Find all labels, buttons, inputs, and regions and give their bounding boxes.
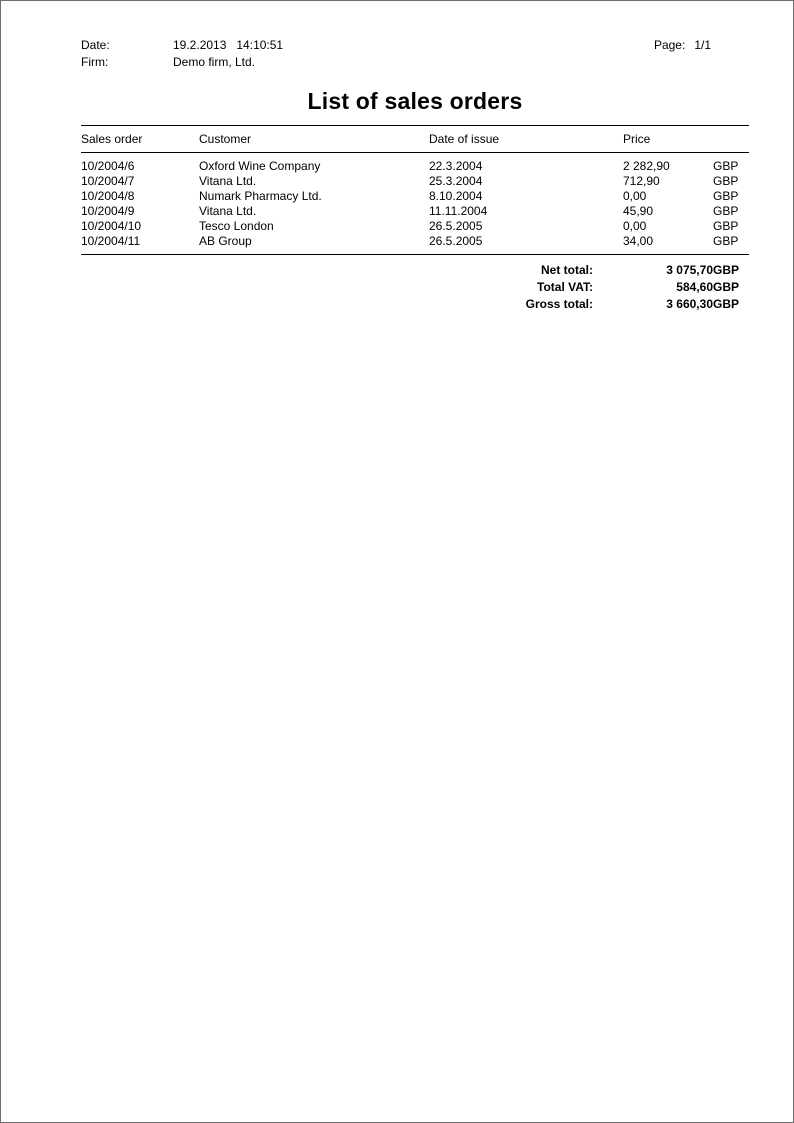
page-label: Page: [653,38,686,52]
total-currency: GBP [713,297,740,311]
cell-sales-order: 10/2004/8 [81,189,135,203]
firm-value: Demo firm, Ltd. [173,55,256,69]
column-header-date-of-issue: Date of issue [429,126,623,153]
table-row [81,219,749,234]
cell-sales-order: 10/2004/9 [81,204,135,218]
table-row [81,174,749,189]
cell-currency: GBP [713,189,739,203]
cell-date-of-issue: 22.3.2004 [429,159,483,173]
cell-currency: GBP [713,219,739,233]
cell-customer: Vitana Ltd. [199,174,257,188]
cell-customer: Tesco London [199,219,274,233]
table-row [81,234,749,255]
cell-price: 45,90 [623,204,654,218]
column-header-customer: Customer [199,126,429,153]
total-row [81,296,749,313]
column-header-price: Price [623,126,749,153]
table-row [81,204,749,219]
page-number: 1/1 [694,38,711,52]
firm-label: Firm: [81,55,109,69]
date-value: 19.2.2013 14:10:51 [173,38,284,52]
cell-date-of-issue: 26.5.2005 [429,219,483,233]
cell-sales-order: 10/2004/11 [81,234,199,255]
cell-sales-order: 10/2004/6 [81,159,135,173]
report-title: List of sales orders [307,88,523,114]
cell-date-of-issue: 8.10.2004 [429,189,483,203]
cell-date-of-issue: 25.3.2004 [429,174,483,188]
date-label: Date: [81,38,110,52]
date-row [81,37,283,54]
cell-price: 712,90 [623,174,660,188]
report-header-left [81,37,283,71]
total-label: Total VAT: [537,280,593,294]
total-value: 3 075,70 [666,263,713,277]
report-content [81,37,749,313]
total-currency: GBP [713,280,740,294]
cell-customer: Numark Pharmacy Ltd. [199,189,322,203]
cell-date-of-issue: 11.11.2004 [429,204,488,218]
cell-customer: Vitana Ltd. [199,204,257,218]
cell-price: 2 282,90 [623,159,670,173]
cell-sales-order: 10/2004/7 [81,174,135,188]
cell-price: 0,00 [623,219,647,233]
total-value: 3 660,30 [666,297,713,311]
cell-price: 34,00 [623,234,713,255]
table-header [81,126,749,153]
cell-currency: GBP [713,174,739,188]
total-label: Net total: [541,263,593,277]
report-header [81,37,749,71]
total-row [81,279,749,296]
firm-row [81,54,283,71]
page-indicator [654,37,711,54]
table-header-row [81,126,749,153]
total-label: Gross total: [525,297,593,311]
cell-currency: GBP [713,159,739,173]
table-body [81,153,749,255]
cell-customer: Oxford Wine Company [199,159,321,173]
cell-currency: GBP [713,234,749,255]
total-value: 584,60 [676,280,713,294]
sales-orders-table [81,125,749,255]
total-currency: GBP [713,263,740,277]
totals-body [81,262,749,313]
table-row [81,189,749,204]
cell-sales-order: 10/2004/10 [81,219,142,233]
cell-customer: AB Group [199,234,429,255]
column-header-sales-order: Sales order [81,126,199,153]
cell-price: 0,00 [623,189,647,203]
cell-currency: GBP [713,204,739,218]
table-row [81,153,749,175]
total-row [81,262,749,279]
totals-section [81,262,749,313]
cell-date-of-issue: 26.5.2005 [429,234,623,255]
